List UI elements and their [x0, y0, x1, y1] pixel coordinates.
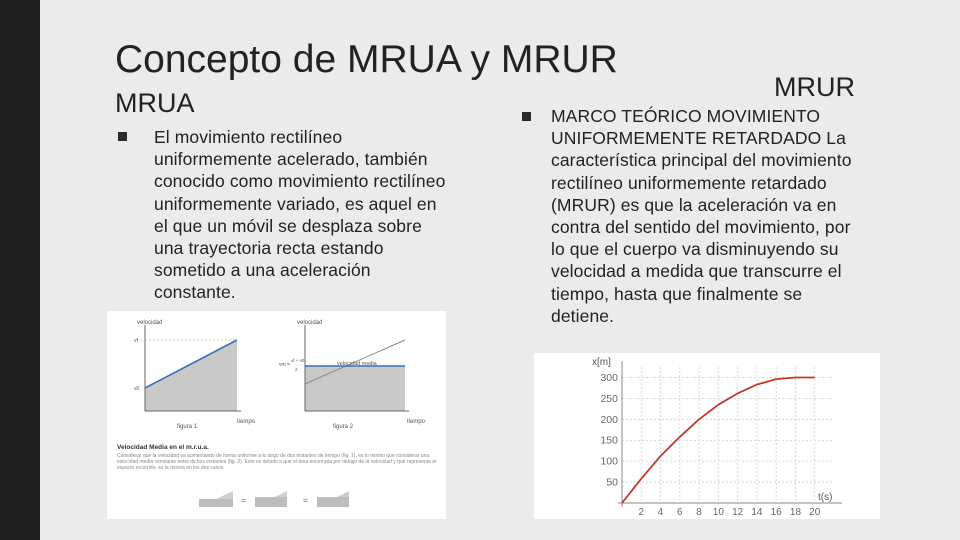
x-tick-label: 2 [638, 507, 645, 518]
y-tick-label: 150 [600, 434, 618, 447]
bullet-icon [522, 112, 531, 121]
bullet-icon [118, 132, 127, 141]
x-tick-label: 14 [751, 507, 763, 518]
mrur-chart-image [534, 353, 880, 519]
mrua-body-text: El movimiento rectilíneo uniformemente acelerado, también conocido como movimiento rectilíneo uniformemente variado, es aquel en el que un móvil se desplaza sobre una trayectoria recta estando sometido a una aceleración constante. [154, 127, 446, 303]
y-tick-label: 250 [600, 392, 618, 405]
x-tick-label: 20 [809, 507, 821, 518]
x-tick-label: 4 [657, 507, 664, 518]
y-tick-label: 100 [600, 455, 618, 468]
x-tick-label: 6 [677, 507, 683, 518]
y-tick-label: 300 [600, 371, 618, 384]
mrur-heading: MRUR [774, 72, 855, 102]
figure-caption-title: Velocidad Media en el m.r.u.a. [117, 444, 209, 451]
position-time-chart [534, 353, 880, 519]
y-tick-label: 50 [606, 476, 618, 489]
mrua-heading: MRUA [115, 88, 195, 118]
x-tick-label: 16 [770, 507, 782, 518]
slide-title: Concepto de MRUA y MRUR [115, 38, 618, 81]
fig2-caption: figura 2 [333, 424, 354, 430]
fig1-xlabel: tiempo [237, 419, 256, 425]
fig2-media-label: velocidad media [337, 361, 377, 367]
fig2-xlabel: tiempo [407, 419, 426, 425]
equals-1: = [241, 496, 246, 505]
fig2-vm-label: vm = [279, 362, 290, 368]
fig1-v0-label: v0 [134, 386, 140, 392]
equals-2: = [303, 496, 308, 505]
y-tick-label: 200 [600, 413, 618, 426]
mrur-body-text: MARCO TEÓRICO MOVIMIENTO UNIFORMEMENTE RETARDADO La característica principal del movimiento rectilíneo uniformemente retardado (MRUR) es que la aceleración va en contra del sentido del movimiento, por lo que el cuerpo va disminuyendo su velocidad a medida que transcurre el tiempo, hasta que finalmente se detiene. [551, 106, 852, 326]
x-tick-label: 8 [696, 507, 702, 518]
x-tick-label: 18 [789, 507, 802, 518]
fig2-area [305, 366, 405, 411]
fig2-vm-den: 2 [295, 367, 298, 372]
y-axis-label: x[m] [592, 357, 611, 368]
x-axis-label: t(s) [818, 492, 833, 503]
mrua-figure-image [107, 311, 446, 519]
left-accent-bar [0, 0, 40, 540]
fig2-ylabel: velocidad [297, 320, 323, 326]
fig1-ylabel: velocidad [137, 320, 163, 326]
figure-caption-text: Considerar que la velocidad va aumentando de forma uniforme a lo largo de dos instantes de tiempo (fig. 1), es lo mismo que considerar una velocidad media constante entre dichos instantes (fig. 2). Esto es debido a que el área encerrada por debajo de la velocidad y que representa el espacio recorrido, es la misma en los dos casos. [117, 453, 437, 471]
fig1-vf-label: vf [134, 338, 138, 344]
x-tick-label: 10 [712, 507, 724, 518]
fig1-caption: figura 1 [177, 424, 198, 430]
fig2-vm-num: vf + v0 [291, 358, 305, 363]
x-tick-label: 12 [732, 507, 744, 518]
